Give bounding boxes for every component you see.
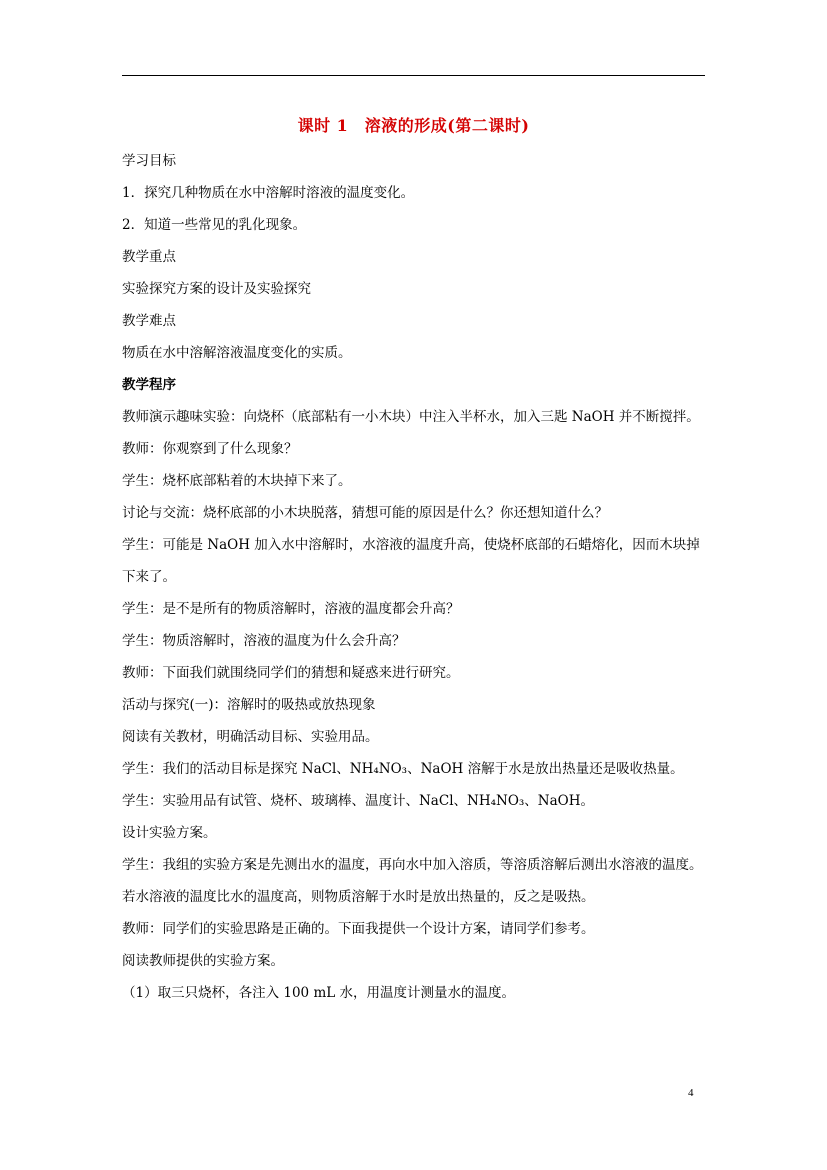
section-heading-key-points: 教学重点 [122, 249, 176, 265]
paragraph: 学生：是不是所有的物质溶解时，溶液的温度都会升高？ [122, 601, 460, 617]
paragraph: 阅读教师提供的实验方案。 [122, 953, 284, 969]
paragraph: 1．探究几种物质在水中溶解时溶液的温度变化。 [122, 185, 415, 201]
paragraph: 学生：可能是 NaOH 加入水中溶解时，水溶液的温度升高，使烧杯底部的石蜡熔化，因而木块掉下来了。 [122, 537, 700, 585]
paragraph: 教师：你观察到了什么现象？ [122, 441, 298, 457]
paragraph: （1）取三只烧杯，各注入 100 mL 水，用温度计测量水的温度。 [122, 985, 515, 1001]
paragraph: 教师：下面我们就围绕同学们的猜想和疑惑来进行研究。 [122, 665, 460, 681]
paragraph: 2．知道一些常见的乳化现象。 [122, 217, 307, 233]
document-body [122, 150, 712, 1014]
section-heading-difficulties: 教学难点 [122, 313, 176, 329]
paragraph: 讨论与交流：烧杯底部的小木块脱落，猜想可能的原因是什么？你还想知道什么？ [122, 505, 608, 521]
activity-heading: 活动与探究(一)：溶解时的吸热或放热现象 [122, 697, 376, 713]
paragraph: 实验探究方案的设计及实验探究 [122, 281, 311, 297]
page-number: 4 [688, 1087, 694, 1099]
page-title: 课时 1 溶液的形成(第二课时) [297, 116, 530, 135]
paragraph: 学生：物质溶解时，溶液的温度为什么会升高？ [122, 633, 406, 649]
paragraph: 学生：我组的实验方案是先测出水的温度，再向水中加入溶质，等溶质溶解后测出水溶液的温度。若水溶液的温度比水的温度高，则物质溶解于水时是放出热量的，反之是吸热。 [122, 857, 703, 905]
paragraph: 学生：实验用品有试管、烧杯、玻璃棒、温度计、NaCl、NH₄NO₃、NaOH。 [122, 793, 594, 809]
header-rule [122, 75, 705, 76]
paragraph: 教师：同学们的实验思路是正确的。下面我提供一个设计方案，请同学们参考。 [122, 921, 595, 937]
paragraph: 学生：我们的活动目标是探究 NaCl、NH₄NO₃、NaOH 溶解于水是放出热量还是吸收热量。 [122, 761, 684, 777]
paragraph: 学生：烧杯底部粘着的木块掉下来了。 [122, 473, 352, 489]
section-heading-procedure: 教学程序 [122, 377, 176, 393]
paragraph: 阅读有关教材，明确活动目标、实验用品。 [122, 729, 379, 745]
paragraph: 教师演示趣味实验：向烧杯（底部粘有一小木块）中注入半杯水，加入三匙 NaOH 并不断搅拌。 [122, 409, 700, 425]
section-heading-objectives: 学习目标 [122, 153, 176, 169]
paragraph: 物质在水中溶解溶液温度变化的实质。 [122, 345, 352, 361]
paragraph: 设计实验方案。 [122, 825, 217, 841]
